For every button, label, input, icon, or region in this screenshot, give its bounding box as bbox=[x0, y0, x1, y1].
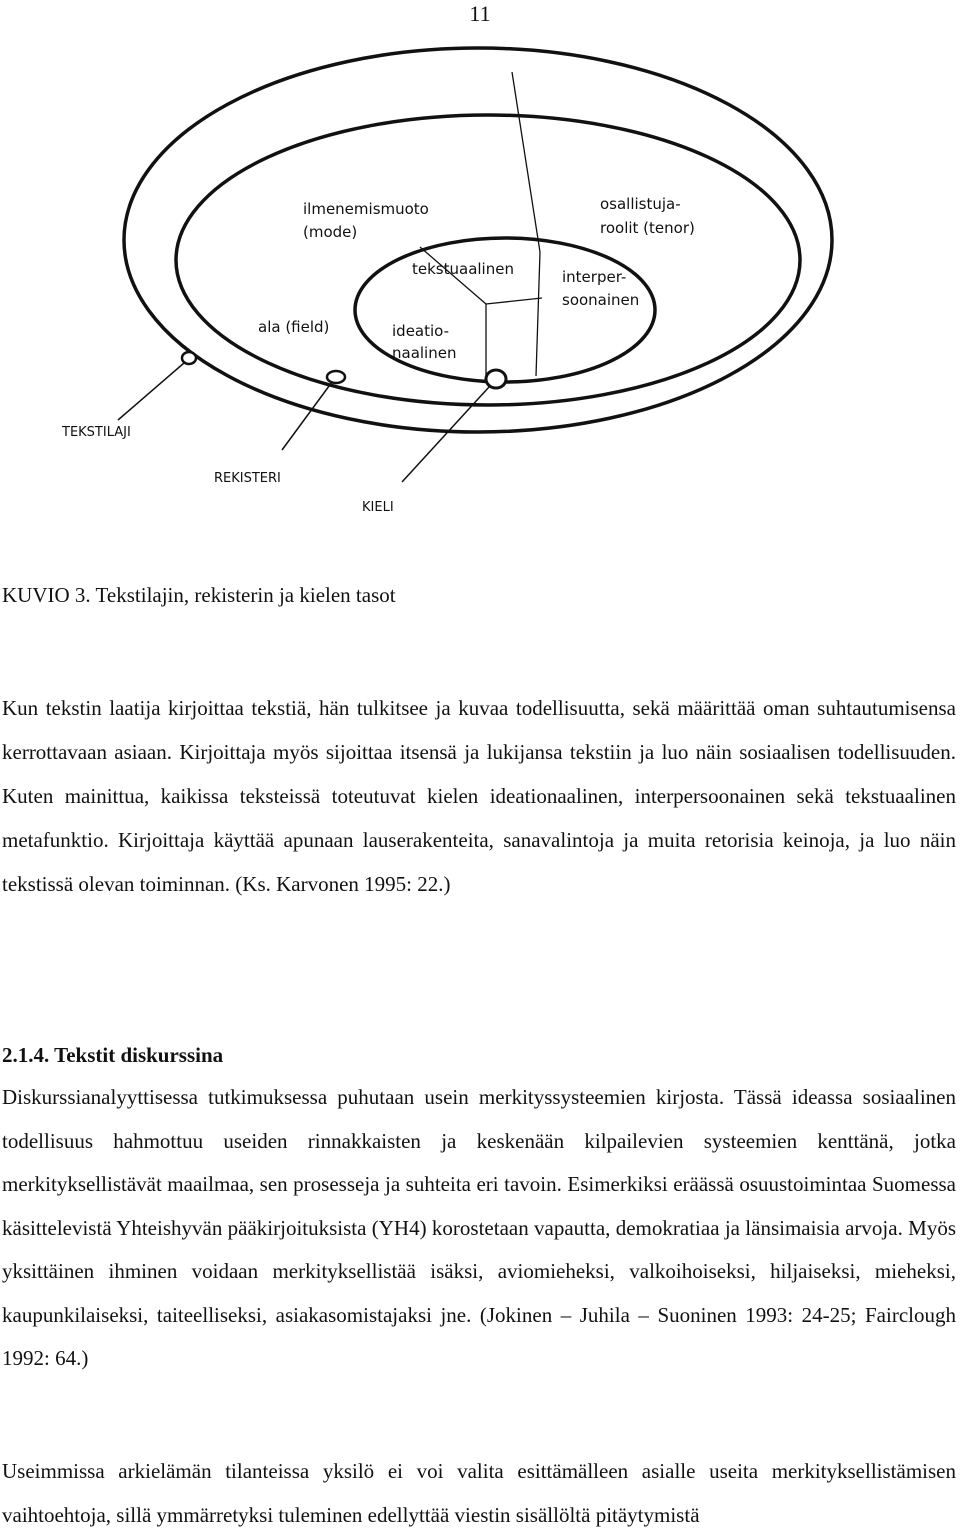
label-tenor-1: osallistuja- bbox=[600, 195, 681, 213]
divider-mode-tenor bbox=[512, 72, 540, 252]
label-ideational-2: naalinen bbox=[392, 344, 457, 362]
caption-number: 3. bbox=[69, 583, 96, 607]
paragraph-3: Useimmissa arkielämän tilanteissa yksilö ei voi valita esittämälleen asialle useita merkityksellistämisen vaihtoehtoja, sillä ymmärretyksi tuleminen edellyttää viestin sisällöltä pitäytymistä bbox=[2, 1459, 956, 1527]
section-heading: 2.1.4. Tekstit diskurssina bbox=[2, 1043, 224, 1067]
paragraph-2: Diskurssianalyyttisessa tutkimuksessa puhutaan usein merkityssysteemien kirjosta. Tässä ideassa sosiaalinen todellisuus hahmottuu useiden rinnakkaisten ja keskenään kilpailevien systeemien kenttänä, jotka merkityksellistävät maailmaa, sen prosesseja ja suhteita eri tavoin. Esimerkiksi eräässä osuustoimintaa Suomessa käsittelevistä Yhteishyvän pääkirjoituksista (YH4) korostetaan vapautta, demokratiaa ja länsimaisia arvoja. Myös yksittäinen ihminen voidaan merkityksellistää isäksi, aviomieheksi, valkoihoiseksi, hiljaiseksi, mieheksi, kaupunkilaiseksi, taiteelliseksi, asiakasomistajaksi jne. (Jokinen – Juhila – Suoninen 1993: 24-25; Fairclough 1992: 64.) bbox=[2, 1085, 956, 1370]
ellipse-diagram bbox=[0, 40, 960, 540]
label-ideational-1: ideatio- bbox=[392, 322, 450, 340]
label-tenor-2: roolit (tenor) bbox=[600, 219, 695, 237]
register-pin bbox=[327, 371, 345, 383]
figure-caption bbox=[2, 580, 396, 610]
label-mode-1: ilmenemismuoto bbox=[303, 200, 429, 218]
caption-prefix-rest: UVIO bbox=[17, 583, 70, 607]
genre-pin bbox=[182, 352, 196, 364]
divider-interpersonal bbox=[536, 252, 540, 376]
label-language: KIELI bbox=[362, 500, 394, 515]
genre-pin-line bbox=[118, 363, 184, 420]
figure-text-levels bbox=[0, 40, 960, 540]
label-interpersonal-2: soonainen bbox=[562, 291, 640, 309]
label-textual: tekstuaalinen bbox=[412, 260, 514, 278]
register-pin-line bbox=[282, 382, 332, 450]
paragraph-1: Kun tekstin laatija kirjoittaa tekstiä, hän tulkitsee ja kuvaa todellisuutta, sekä määrittää oman suhtautumisensa kerrottavaan asiaan. Kirjoittaja myös sijoittaa itsensä ja lukijansa tekstiin ja luo näin sosiaalisen todellisuuden. Kuten mainittua, kaikissa teksteissä toteutuvat kielen ideationaalinen, interpersoonainen sekä tekstuaalinen metafunktio. Kirjoittaja käyttää apunaan lauserakenteita, sanavalintoja ja muita retorisia keinoja, ja luo näin tekstissä olevan toiminnan. (Ks. Karvonen 1995: 22.) bbox=[2, 696, 956, 896]
label-genre: TEKSTILAJI bbox=[62, 425, 131, 440]
label-interpersonal-1: interper- bbox=[562, 268, 627, 286]
label-field: ala (field) bbox=[258, 318, 330, 336]
language-pin bbox=[486, 370, 506, 388]
label-register: REKISTERI bbox=[214, 471, 281, 486]
caption-prefix-first: K bbox=[2, 583, 18, 607]
divider-center bbox=[486, 298, 542, 304]
label-mode-2: (mode) bbox=[303, 223, 358, 241]
page-number: 11 bbox=[469, 1, 491, 26]
caption-text: Tekstilajin, rekisterin ja kielen tasot bbox=[95, 583, 396, 607]
